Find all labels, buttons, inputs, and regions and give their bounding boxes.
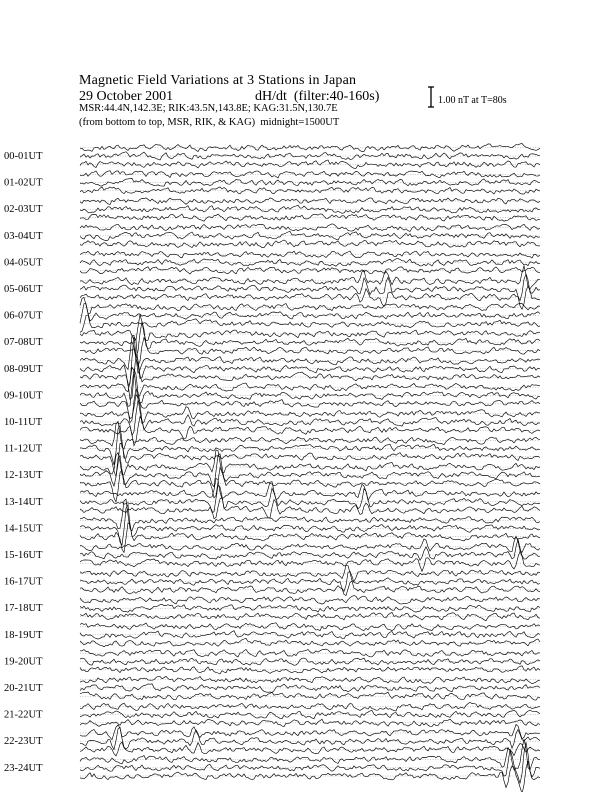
hour-row-label: 19-20UT [4, 656, 43, 668]
station-trace [80, 497, 540, 518]
station-trace [80, 214, 540, 221]
hour-row-label: 14-15UT [4, 523, 43, 535]
station-trace [80, 187, 540, 194]
station-trace [80, 205, 540, 213]
hour-row [4, 536, 540, 571]
hour-row-label: 04-05UT [4, 257, 43, 269]
hour-row-label: 06-07UT [4, 310, 43, 322]
station-order-note: (from bottom to top, MSR, RIK, & KAG) midnight=1500UT [79, 117, 340, 128]
hour-row-label: 17-18UT [4, 603, 43, 615]
station-trace [80, 450, 540, 475]
hour-row-label: 15-16UT [4, 550, 43, 561]
station-trace [80, 742, 540, 756]
hour-row-label: 07-08UT [4, 337, 43, 349]
hour-row-label: 03-04UT [4, 230, 43, 242]
hour-row [4, 298, 540, 333]
station-trace [80, 178, 540, 186]
hour-row-label: 22-23UT [4, 736, 43, 748]
hour-row-label: 08-09UT [4, 363, 43, 375]
chart-filter-note: dH/dt (filter:40-160s) [255, 89, 380, 104]
hour-row-label: 20-21UT [4, 683, 43, 694]
hour-row-label: 00-01UT [4, 151, 43, 162]
hour-row [4, 171, 540, 194]
station-trace [80, 389, 540, 423]
station-trace [80, 666, 540, 674]
station-trace [80, 395, 540, 424]
station-trace [80, 468, 540, 502]
station-trace [80, 479, 540, 501]
station-trace [80, 658, 540, 665]
hour-row [4, 198, 540, 221]
station-trace [80, 702, 540, 711]
hour-row [4, 224, 540, 248]
station-trace [80, 240, 540, 248]
hour-row [4, 421, 540, 476]
station-trace [80, 684, 540, 693]
chart-date: 29 October 2001 [79, 89, 174, 104]
hour-row [4, 266, 540, 309]
hour-row-label: 05-06UT [4, 284, 43, 295]
hour-row [4, 702, 540, 726]
station-trace [80, 725, 540, 740]
station-trace [80, 638, 540, 646]
station-coordinates: MSR:44.4N,142.3E; RIK:43.5N,143.8E; KAG:31.5N,130.7E [79, 103, 338, 114]
station-trace [80, 727, 540, 749]
hour-row-label: 09-10UT [4, 390, 43, 402]
hour-row [4, 649, 540, 674]
station-trace [80, 315, 540, 341]
station-trace [80, 551, 540, 571]
station-trace [80, 596, 540, 605]
hour-row [4, 565, 540, 595]
station-trace [80, 231, 540, 240]
station-trace [80, 251, 540, 258]
hour-row [4, 395, 540, 446]
station-trace [80, 144, 540, 152]
station-trace [80, 565, 540, 581]
hour-row [4, 251, 540, 274]
hour-row [4, 725, 540, 756]
hour-row-label: 21-22UT [4, 709, 43, 721]
station-trace [80, 315, 540, 333]
station-trace [80, 739, 540, 770]
hour-row [4, 623, 540, 647]
station-trace [80, 719, 540, 727]
hour-row-label: 10-11UT [4, 417, 43, 428]
hour-row-label: 11-12UT [4, 443, 43, 455]
station-trace [80, 367, 540, 398]
scale-bar-label: 1.00 nT at T=80s [438, 95, 507, 106]
station-trace [80, 304, 540, 324]
hour-row-label: 18-19UT [4, 629, 43, 641]
hour-row-label: 01-02UT [4, 177, 43, 189]
station-trace [80, 298, 540, 314]
station-trace [80, 454, 540, 487]
hour-row-label: 12-13UT [4, 470, 43, 482]
scale-bar [428, 87, 434, 107]
hour-row-label: 23-24UT [4, 762, 43, 774]
hour-row [4, 739, 540, 792]
hour-row [4, 335, 540, 402]
hour-row-label: 13-14UT [4, 496, 43, 508]
hour-row [4, 144, 540, 169]
hour-row [4, 596, 540, 621]
station-trace [80, 369, 540, 406]
station-trace [80, 581, 540, 595]
chart-title: Magnetic Field Variations at 3 Stations in Japan [79, 73, 357, 88]
hour-row [4, 676, 540, 700]
station-trace [80, 761, 540, 792]
hour-row-label: 16-17UT [4, 576, 43, 588]
station-trace [80, 426, 540, 465]
station-trace [80, 539, 540, 560]
hour-row-label: 02-03UT [4, 204, 43, 216]
